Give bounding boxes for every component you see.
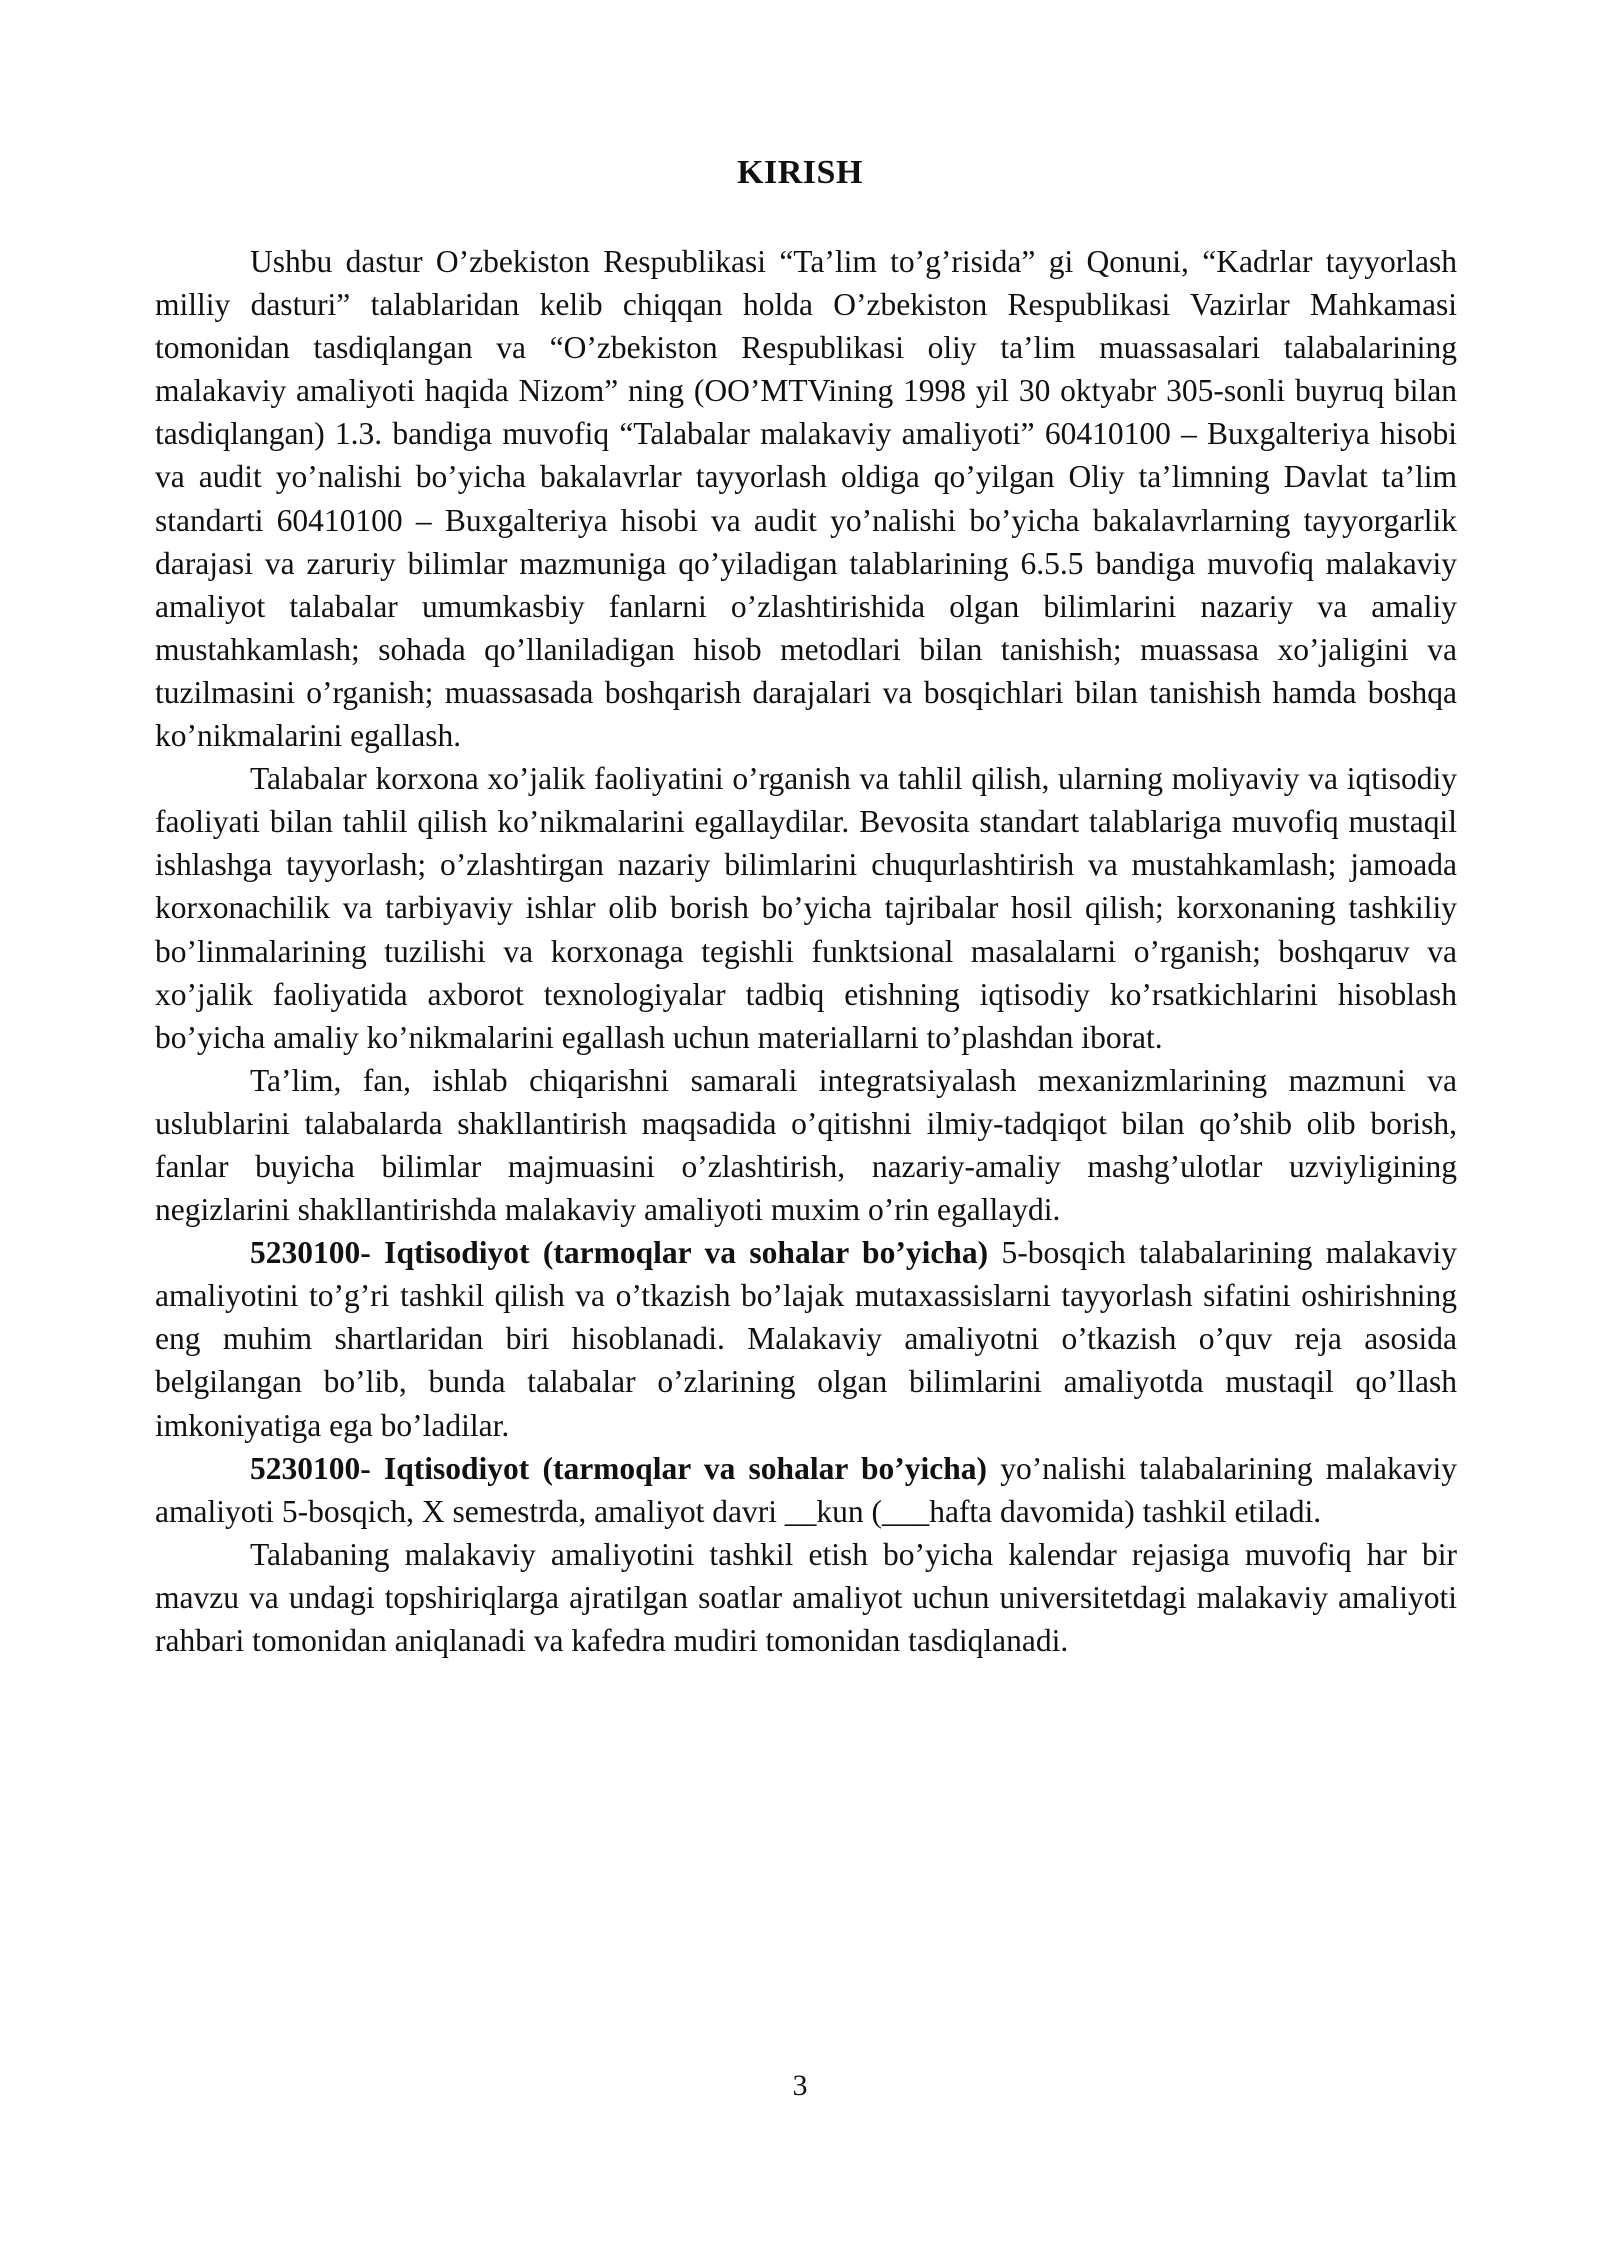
page-title: KIRISH [737,154,863,191]
paragraph-calendar-plan: Talabaning malakaviy amaliyotini tashkil etish bo’yicha kalendar rejasiga muvofiq har bir mavzu va undagi topshiriqlarga ajratilgan soatlar amaliyot uchun universitetdagi malakaviy amaliyoti rahbari tomonidan aniqlanadi va kafedra mudiri tomonidan tasdiqlanadi. [155,1536,1457,1658]
body-text [155,240,1457,1662]
page-number: 3 [792,2069,808,2102]
paragraph-practice-schedule-text: yo’nalishi talabalarining malakaviy amaliyoti 5-bosqich, X semestrda, amaliyot davri __kun (___hafta davomida) tashkil etiladi. [155,1450,1457,1529]
paragraph-intro: Ushbu dastur O’zbekiston Respublikasi “Ta’lim to’g’risida” gi Qonuni, “Kadrlar tayyorlash milliy dasturi” talablaridan kelib chiqqan holda O’zbekiston Respublikasi Vazirlar Mahkamasi tomonidan tasdiqlangan va “O’zbekiston Respublikasi oliy ta’lim muassasalari talabalarining malakaviy amaliyoti haqida Nizom” ning (OO’MTVining 1998 yil 30 oktyabr 305-sonli buyruq bilan tasdiqlangan) 1.3. bandiga muvofiq “Talabalar malakaviy amaliyoti” 60410100 – Buxgalteriya hisobi va audit yo’nalishi bo’yicha bakalavrlar tayyorlash oldiga qo’yilgan Oliy ta’limning Davlat ta’lim standarti 60410100 – Buxgalteriya hisobi va audit yo’nalishi bo’yicha bakalavrlarning tayyorgarlik darajasi va zaruriy bilimlar mazmuniga qo’yiladigan talablarining 6.5.5 bandiga muvofiq malakaviy amaliyot talabalar umumkasbiy fanlarni o’zlashtirishida olgan bilimlarini nazariy va amaliy mustahkamlash; sohada qo’llaniladigan hisob metodlari bilan tanishish; muassasa xo’jaligini va tuzilmasini o’rganish; muassasada boshqarish darajalari va bosqichlari bilan tanishish hamda boshqa ko’nikmalarini egallash. [155,244,1457,754]
program-code-heading: 5230100- Iqtisodiyot (tarmoqlar va sohalar bo’yicha) [250,1235,989,1271]
paragraph-education-integration: Ta’lim, fan, ishlab chiqarishni samarali integratsiyalash mexanizmlarining mazmuni va uslublarini talabalarda shakllantirish maqsadida o’qitishni ilmiy-tadqiqot bilan qo’shib olib borish, fanlar buyicha bilimlar majmuasini o’zlashtirish, nazariy-amaliy mashg’ulotlar uzviyligining negizlarini shakllantirishda malakaviy amaliyoti muxim o’rin egallaydi. [155,1062,1457,1228]
paragraph-program-importance-text: 5-bosqich talabalarining malakaviy amaliyotini to’g’ri tashkil qilish va o’tkazish bo’lajak mutaxassislarni tayyorlash sifatini oshirishning eng muhim shartlaridan biri hisoblanadi. Malakaviy amaliyotni o’tkazish o’quv reja asosida belgilangan bo’lib, bunda talabalar o’zlarining olgan bilimlarini amaliyotda mustaqil qo’llash imkoniyatiga ega bo’ladilar. [155,1235,1457,1443]
paragraph-program-importance [155,1231,1457,1446]
program-code-heading-2: 5230100- Iqtisodiyot (tarmoqlar va sohalar bo’yicha) [250,1450,987,1486]
paragraph-practice-schedule [155,1447,1457,1533]
paragraph-students-skills: Talabalar korxona xo’jalik faoliyatini o’rganish va tahlil qilish, ularning moliyaviy va iqtisodiy faoliyati bilan tahlil qilish ko’nikmalarini egallaydilar. Bevosita standart talablariga muvofiq mustaqil ishlashga tayyorlash; o’zlashtirgan nazariy bilimlarini chuqurlashtirish va mustahkamlash; jamoada korxonachilik va tarbiyaviy ishlar olib borish bo’yicha tajribalar hosil qilish; korxonaning tashkiliy bo’linmalarining tuzilishi va korxonaga tegishli funktsional masalalarni o’rganish; boshqaruv va xo’jalik faoliyatida axborot texnologiyalar tadbiq etishning iqtisodiy ko’rsatkichlarini hisoblash bo’yicha amaliy ko’nikmalarini egallash uchun materiallarni to’plashdan iborat. [155,761,1457,1055]
